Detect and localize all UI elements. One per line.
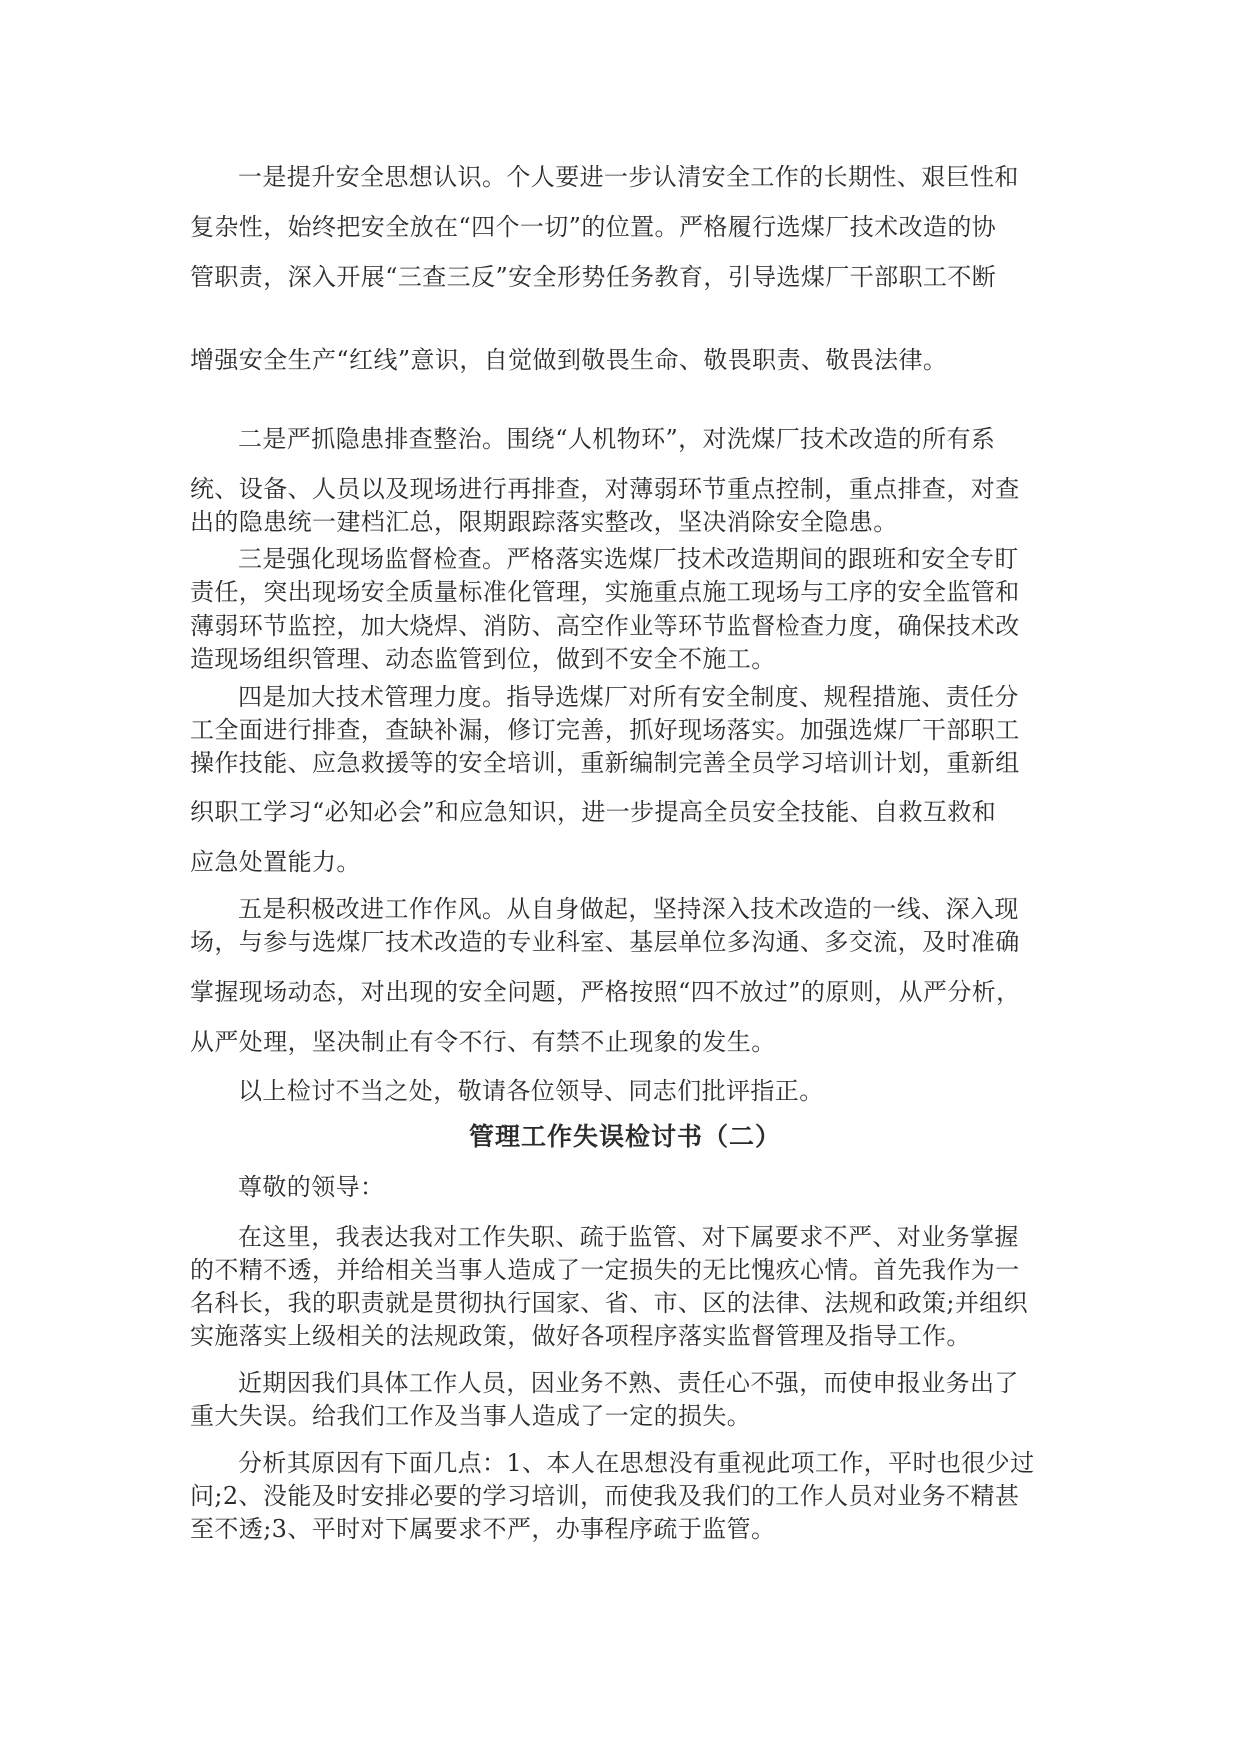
paragraph-line: 管职责，深入开展“三查三反”安全形势任务教育，引导选煤厂干部职工不断 xyxy=(190,263,997,291)
paragraph-line: 一是提升安全思想认识。个人要进一步认清安全工作的长期性、艰巨性和 xyxy=(238,163,1019,191)
paragraph-line: 统、设备、人员以及现场进行再排查，对薄弱环节重点控制，重点排查，对查 xyxy=(190,475,1020,503)
paragraph-line: 重大失误。给我们工作及当事人造成了一定的损失。 xyxy=(190,1402,752,1430)
paragraph-line: 出的隐患统一建档汇总，限期跟踪落实整改，坚决消除安全隐患。 xyxy=(190,508,898,536)
paragraph-line: 问;2、没能及时安排必要的学习培训，而使我及我们的工作人员对业务不精甚 xyxy=(190,1482,1020,1510)
paragraph-line: 场，与参与选煤厂技术改造的专业科室、基层单位多沟通、多交流，及时准确 xyxy=(190,928,1020,956)
paragraph-line: 工全面进行排查，查缺补漏，修订完善，抓好现场落实。加强选煤厂干部职工 xyxy=(190,716,1020,744)
paragraph-line: 造现场组织管理、动态监管到位，做到不安全不施工。 xyxy=(190,645,776,673)
paragraph-line: 薄弱环节监控，加大烧焊、消防、高空作业等环节监督检查力度，确保技术改 xyxy=(190,612,1020,640)
paragraph-line: 操作技能、应急救援等的安全培训，重新编制完善全员学习培训计划，重新组 xyxy=(190,749,1020,777)
paragraph-line: 四是加大技术管理力度。指导选煤厂对所有安全制度、规程措施、责任分 xyxy=(238,683,1019,711)
paragraph-line: 责任，突出现场安全质量标准化管理，实施重点施工现场与工序的安全监管和 xyxy=(190,578,1020,606)
paragraph-line: 近期因我们具体工作人员，因业务不熟、责任心不强，而使申报业务出了 xyxy=(238,1369,1019,1397)
paragraph-line: 分析其原因有下面几点：1、本人在思想没有重视此项工作，平时也很少过 xyxy=(238,1449,1035,1477)
paragraph-line: 五是积极改进工作作风。从自身做起，坚持深入技术改造的一线、深入现 xyxy=(238,895,1019,923)
salutation: 尊敬的领导： xyxy=(238,1173,385,1201)
paragraph-line: 以上检讨不当之处，敬请各位领导、同志们批评指正。 xyxy=(238,1077,824,1105)
section-title: 管理工作失误检讨书（二） xyxy=(468,1122,781,1151)
paragraph-line: 二是严抓隐患排查整治。围绕“人机物环”，对洗煤厂技术改造的所有系 xyxy=(238,425,996,453)
paragraph-line: 织职工学习“必知必会”和应急知识，进一步提高全员安全技能、自救互救和 xyxy=(190,798,997,826)
paragraph-line: 名科长，我的职责就是贯彻执行国家、省、市、区的法律、法规和政策;并组织 xyxy=(190,1289,1029,1317)
paragraph-line: 应急处置能力。 xyxy=(190,848,361,876)
paragraph-line: 实施落实上级相关的法规政策，做好各项程序落实监督管理及指导工作。 xyxy=(190,1322,971,1350)
paragraph-line: 在这里，我表达我对工作失职、疏于监管、对下属要求不严、对业务掌握 xyxy=(238,1223,1019,1251)
paragraph-line: 的不精不透，并给相关当事人造成了一定损失的无比愧疚心情。首先我作为一 xyxy=(190,1256,1020,1284)
paragraph-line: 至不透;3、平时对下属要求不严，办事程序疏于监管。 xyxy=(190,1515,776,1543)
paragraph-line: 三是强化现场监督检查。严格落实选煤厂技术改造期间的跟班和安全专盯 xyxy=(238,545,1019,573)
paragraph-line: 从严处理，坚决制止有令不行、有禁不止现象的发生。 xyxy=(190,1028,776,1056)
paragraph-line: 复杂性，始终把安全放在“四个一切”的位置。严格履行选煤厂技术改造的协 xyxy=(190,213,997,241)
paragraph-line: 掌握现场动态，对出现的安全问题，严格按照“四不放过”的原则，从严分析， xyxy=(190,978,1021,1006)
paragraph-line: 增强安全生产“红线”意识，自觉做到敬畏生命、敬畏职责、敬畏法律。 xyxy=(190,346,948,374)
